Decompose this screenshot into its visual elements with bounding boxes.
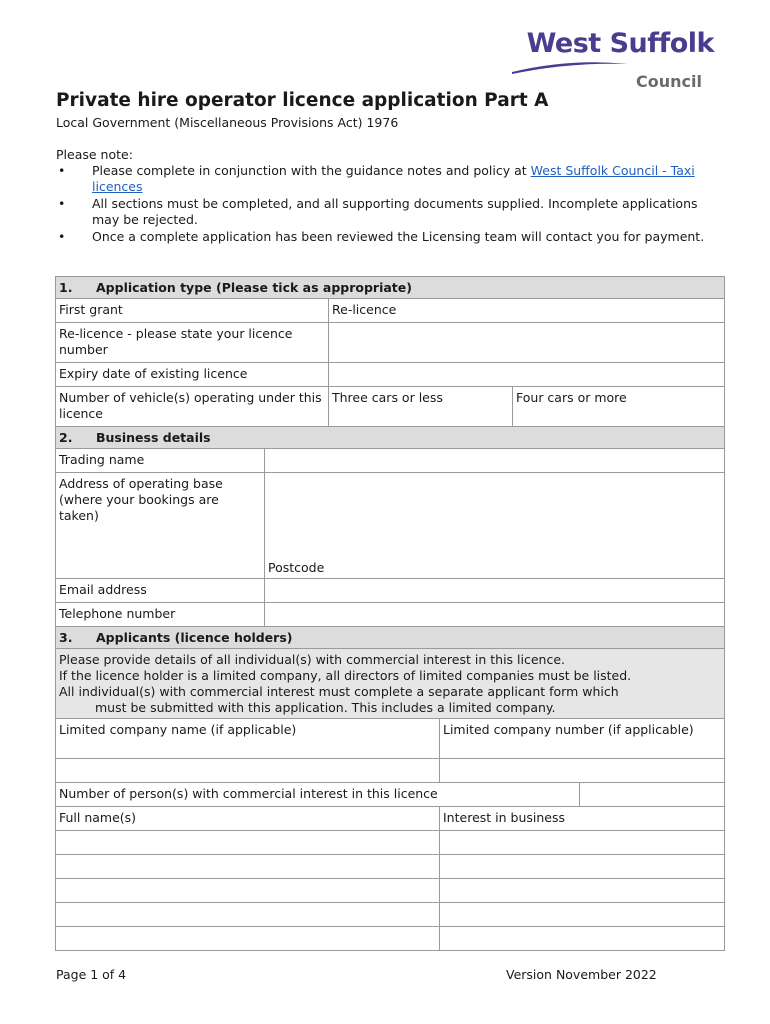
info-line: All individual(s) with commercial interest must complete a separate applicant form which xyxy=(59,684,619,699)
trading-name-field[interactable] xyxy=(265,449,725,473)
vehicles-label: Number of vehicle(s) operating under this licence xyxy=(56,387,329,427)
info-line: must be submitted with this application. This includes a limited company. xyxy=(95,700,556,715)
section-title: Application type (Please tick as appropriate) xyxy=(96,280,412,295)
address-label: Address of operating base (where your bookings are taken) xyxy=(56,473,265,579)
table-row xyxy=(56,903,725,927)
info-line: If the licence holder is a limited company, all directors of limited companies must be listed. xyxy=(59,668,632,683)
logo-swoosh-icon xyxy=(510,60,630,76)
interest-field[interactable] xyxy=(440,927,725,951)
notes-list xyxy=(56,163,726,246)
relicence-option[interactable]: Re-licence xyxy=(329,299,725,323)
application-form-table xyxy=(55,276,725,951)
logo-text-line1: West Suffolk xyxy=(526,28,714,59)
full-name-field[interactable] xyxy=(56,879,440,903)
interest-field[interactable] xyxy=(440,903,725,927)
logo-text-line2: Council xyxy=(636,72,702,91)
list-item xyxy=(56,229,726,245)
council-logo xyxy=(500,28,730,98)
company-name-field[interactable] xyxy=(56,759,440,783)
table-row xyxy=(56,719,725,759)
list-item xyxy=(56,196,726,228)
table-row xyxy=(56,855,725,879)
postcode-label: Postcode xyxy=(268,560,325,575)
trading-name-label: Trading name xyxy=(56,449,265,473)
interest-field[interactable] xyxy=(440,855,725,879)
relicence-number-field[interactable] xyxy=(329,323,725,363)
table-row xyxy=(56,473,725,579)
relicence-number-label: Re-licence - please state your licence number xyxy=(56,323,329,363)
company-number-label: Limited company number (if applicable) xyxy=(440,719,725,759)
section-2-header xyxy=(56,427,725,449)
first-grant-option[interactable]: First grant xyxy=(56,299,329,323)
table-row xyxy=(56,879,725,903)
table-row xyxy=(56,603,725,627)
table-row xyxy=(56,449,725,473)
table-row xyxy=(56,831,725,855)
interest-header: Interest in business xyxy=(440,807,725,831)
bullet-text: Please complete in conjunction with the guidance notes and policy at xyxy=(92,163,531,178)
table-row xyxy=(56,579,725,603)
table-row xyxy=(56,807,725,831)
bullet-icon: • xyxy=(58,196,66,211)
full-names-header: Full name(s) xyxy=(56,807,440,831)
email-field[interactable] xyxy=(265,579,725,603)
telephone-label: Telephone number xyxy=(56,603,265,627)
table-row xyxy=(56,927,725,951)
expiry-date-label: Expiry date of existing licence xyxy=(56,363,329,387)
section-1-header xyxy=(56,277,725,299)
page-subtitle: Local Government (Miscellaneous Provisions Act) 1976 xyxy=(56,115,399,130)
three-cars-option[interactable]: Three cars or less xyxy=(329,387,513,427)
full-name-field[interactable] xyxy=(56,927,440,951)
list-item xyxy=(56,163,726,195)
full-name-field[interactable] xyxy=(56,831,440,855)
address-field[interactable] xyxy=(265,473,725,579)
table-row xyxy=(56,783,725,807)
table-row xyxy=(56,649,725,719)
bullet-icon: • xyxy=(58,229,66,244)
persons-count-label: Number of person(s) with commercial interest in this licence xyxy=(56,783,580,807)
section-title: Applicants (licence holders) xyxy=(96,630,293,645)
note-label: Please note: xyxy=(56,147,133,162)
full-name-field[interactable] xyxy=(56,855,440,879)
bullet-text: Once a complete application has been reviewed the Licensing team will contact you for payment. xyxy=(92,229,705,244)
page-title: Private hire operator licence application Part A xyxy=(56,90,549,111)
full-name-field[interactable] xyxy=(56,903,440,927)
telephone-field[interactable] xyxy=(265,603,725,627)
bullet-text: All sections must be completed, and all supporting documents supplied. Incomplete applications may be rejected. xyxy=(92,196,698,227)
company-number-field[interactable] xyxy=(440,759,725,783)
version-label: Version November 2022 xyxy=(506,967,657,982)
table-row xyxy=(56,323,725,363)
section-3-header xyxy=(56,627,725,649)
table-row xyxy=(56,299,725,323)
page-number: Page 1 of 4 xyxy=(56,967,127,982)
info-line: Please provide details of all individual(s) with commercial interest in this licence. xyxy=(59,652,565,667)
persons-count-field[interactable] xyxy=(580,783,725,807)
section-title: Business details xyxy=(96,430,211,445)
applicants-info xyxy=(56,649,725,719)
company-name-label: Limited company name (if applicable) xyxy=(56,719,440,759)
taxi-licences-link[interactable]: West Suffolk Council - Taxi licences xyxy=(92,163,695,194)
interest-field[interactable] xyxy=(440,879,725,903)
table-row xyxy=(56,759,725,783)
expiry-date-field[interactable] xyxy=(329,363,725,387)
email-label: Email address xyxy=(56,579,265,603)
table-row xyxy=(56,363,725,387)
table-row xyxy=(56,387,725,427)
section-number: 2. xyxy=(59,430,73,445)
four-cars-option[interactable]: Four cars or more xyxy=(513,387,725,427)
bullet-icon: • xyxy=(58,163,66,178)
section-number: 3. xyxy=(59,630,73,645)
section-number: 1. xyxy=(59,280,73,295)
interest-field[interactable] xyxy=(440,831,725,855)
